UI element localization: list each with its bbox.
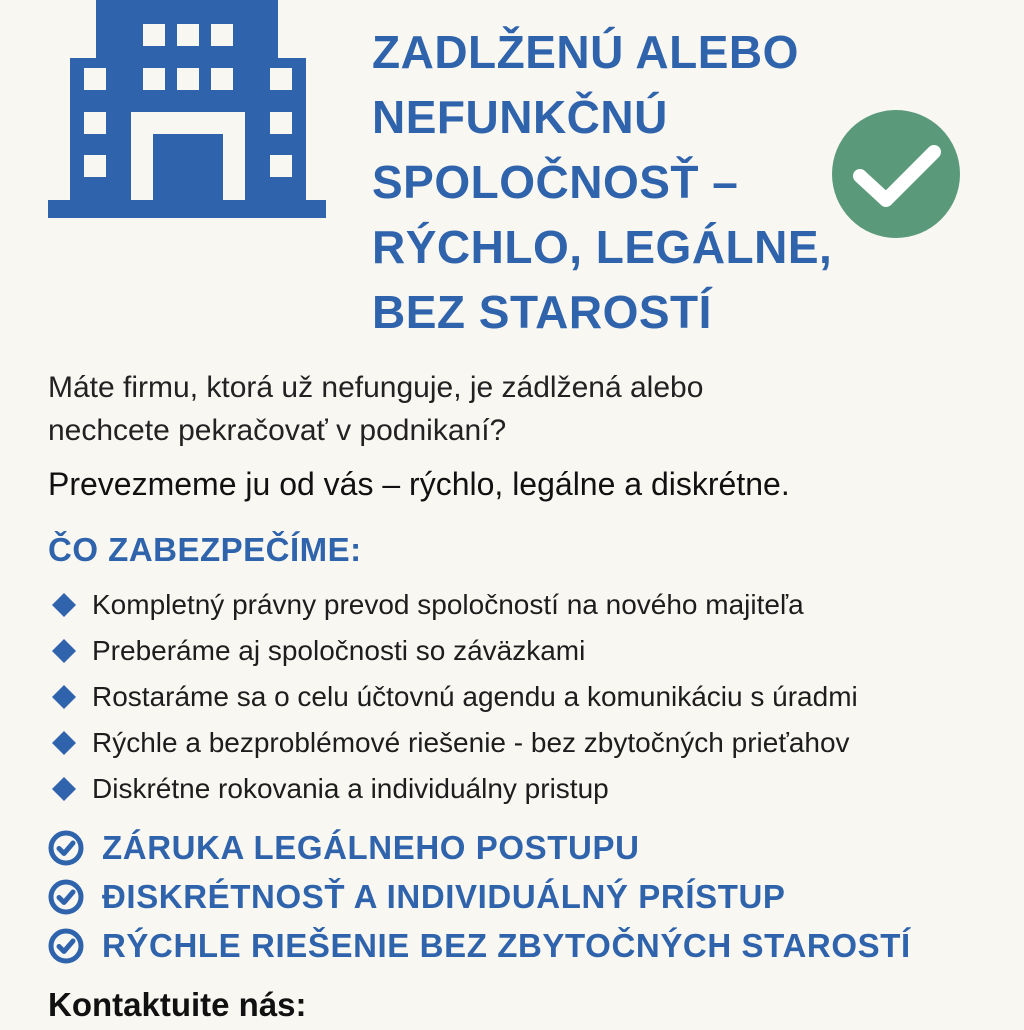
intro-text (48, 366, 948, 452)
title-line: RÝCHLO, LEGÁLNE, (372, 221, 833, 273)
title-line: SPOLOČNOSŤ – (372, 156, 739, 208)
services-heading: ČO ZABEZPEČÍME: (48, 531, 362, 568)
lead-text: Prevezmeme ju od vás – rýchlo, legálne a diskrétne. (48, 466, 790, 502)
list-item (48, 582, 858, 628)
title-line: NEFUNKČNÚ (372, 91, 668, 143)
contact-label: Kontaktuite nás: (48, 986, 307, 1023)
diamond-icon (48, 636, 80, 666)
list-item (48, 720, 858, 766)
guarantee-item (48, 823, 911, 872)
check-circle-icon (48, 928, 84, 964)
title-line: ZADLŽENÚ ALEBO (372, 26, 799, 78)
services-list (48, 582, 858, 812)
list-item (48, 674, 858, 720)
intro-line: Máte firmu, ktorá už nefunguje, je zádlžená alebo (48, 371, 704, 404)
title-line: BEZ STAROSTÍ (372, 286, 712, 338)
guarantee-label: RÝCHLE RIEŠENIE BEZ ZBYTOČNÝCH STAROSTÍ (102, 926, 911, 964)
list-item-label: Preberáme aj spoločnosti so záväzkami (92, 635, 586, 666)
list-item-label: Rostaráme sa o celu účtovnú agendu a komunikáciu s úradmi (92, 681, 858, 712)
guarantee-label: ĐISKRÉTNOSŤ A INDIVIDUÁLNÝ PRÍSTUP (102, 877, 786, 915)
list-item (48, 628, 858, 674)
diamond-icon (48, 774, 80, 804)
page-title (372, 20, 852, 345)
guarantee-label: ZÁRUKA LEGÁLNEHO POSTUPU (102, 828, 640, 866)
list-item (48, 766, 858, 812)
list-item-label: Rýchle a bezproblémové riešenie - bez zbytočných prieťahov (92, 727, 850, 758)
check-circle-icon (48, 879, 84, 915)
intro-line: nechcete pekračovať v podnikaní? (48, 414, 507, 447)
guarantees-list (48, 823, 911, 970)
diamond-icon (48, 728, 80, 758)
diamond-icon (48, 590, 80, 620)
checkmark-icon (830, 108, 962, 240)
guarantee-item (48, 872, 911, 921)
check-circle-icon (48, 830, 84, 866)
guarantee-item (48, 921, 911, 970)
list-item-label: Diskrétne rokovania a individuálny pristup (92, 773, 609, 804)
diamond-icon (48, 682, 80, 712)
list-item-label: Kompletný právny prevod spoločností na nového majiteľa (92, 589, 804, 620)
building-icon (48, 0, 326, 218)
